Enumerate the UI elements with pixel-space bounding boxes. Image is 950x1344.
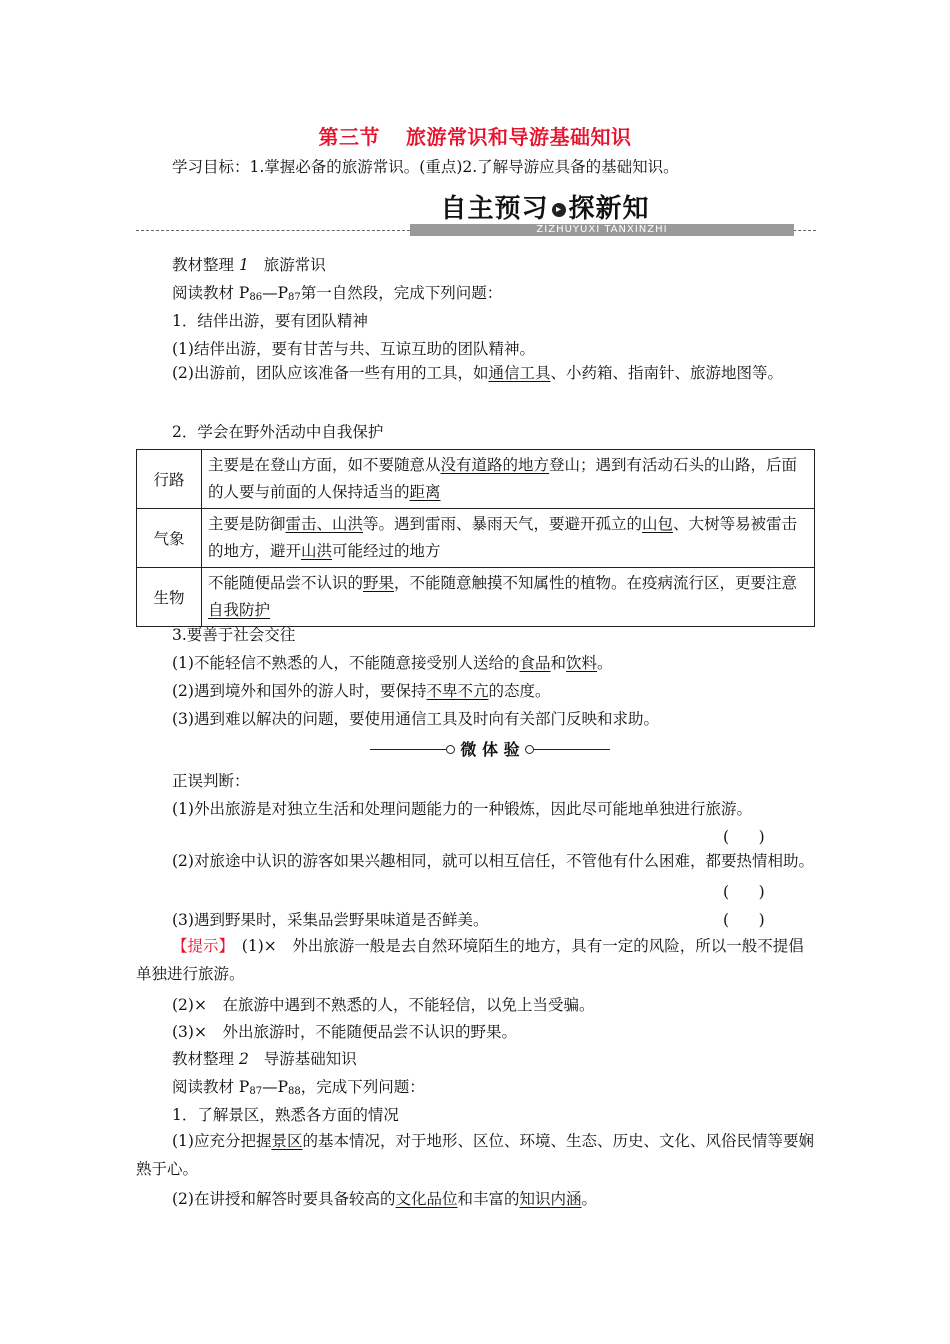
answer-3: (3)× 外出旅游时，不能随便品尝不认识的野果。 (172, 1023, 517, 1041)
section2-reading: 阅读教材 $P_{87}—P_{88}$，完成下列问题： (172, 1078, 425, 1097)
table-row-label: 行路 (137, 450, 202, 509)
banner-title-left: 自主预习 (440, 194, 549, 224)
banner-title-right: 探新知 (568, 194, 650, 224)
table-row (137, 568, 815, 627)
item-1-2: (2)出游前，团队应该准备一些有用的工具，如通信工具、小药箱、指南针、旅游地图等。 (172, 364, 783, 382)
s2-item-1-heading: 1．了解景区，熟悉各方面的情况 (172, 1106, 399, 1124)
self-protection-table (136, 449, 815, 627)
section-banner (136, 190, 816, 240)
section1-heading-label: 教材整理 (172, 256, 235, 274)
page-title (0, 121, 950, 150)
banner-dash-left (136, 230, 410, 231)
table-row-label: 气象 (137, 509, 202, 568)
table-row (137, 450, 815, 509)
title-section-number: 第三节 (318, 125, 380, 149)
item-3-heading: 3.要善于社会交往 (172, 626, 296, 644)
question-3: (3)遇到野果时，采集品尝野果味道是否鲜美。 (172, 911, 489, 929)
item-3-2: (2)遇到境外和国外的游人时，要保持不卑不亢的态度。 (172, 682, 551, 700)
arrow-icon: ▸ (552, 203, 566, 217)
section1-heading-number: 1 (238, 256, 249, 274)
answer-blank-2[interactable]: ( ) (723, 883, 765, 901)
answer-2: (2)× 在旅游中遇到不熟悉的人，不能轻信，以免上当受骗。 (172, 996, 595, 1014)
item-1-heading: 1．结伴出游，要有团队精神 (172, 312, 368, 330)
divider-circle-right (525, 745, 534, 754)
item-3-3: (3)遇到难以解决的问题，要使用通信工具及时向有关部门反映和求助。 (172, 710, 659, 728)
section2-heading-number: 2 (238, 1050, 249, 1068)
answer-1: 【提示】 (1)× 外出旅游一般是去自然环境陌生的地方，具有一定的风险，所以一般不提倡单独进行旅游。 (136, 937, 804, 983)
s2-item-1-1: (1)应充分把握景区的基本情况，对于地形、区位、环境、生态、历史、文化、风俗民情等要娴熟于心。 (136, 1132, 814, 1178)
table-row-label: 生物 (137, 568, 202, 627)
table-row-content: 主要是在登山方面，如不要随意从没有道路的地方登山；遇到有活动石头的山路，后面的人要与前面的人保持适当的距离 (202, 450, 815, 509)
table-row-content: 不能随便品尝不认识的野果，不能随意触摸不知属性的植物。在疫病流行区，更要注意自我防护 (202, 568, 815, 627)
table-row-content: 主要是防御雷击、山洪等。遇到雷雨、暴雨天气，要避开孤立的山包、大树等易被雷击的地方，避开山洪可能经过的地方 (202, 509, 815, 568)
hint-label: 【提示】 (172, 937, 227, 955)
banner-subtitle: ZIZHUYUXI TANXINZHI (410, 224, 794, 236)
title-text: 旅游常识和导游基础知识 (406, 125, 632, 149)
s2-item-1-2: (2)在讲授和解答时要具备较高的文化品位和丰富的知识内涵。 (172, 1190, 598, 1208)
section1-heading (172, 254, 326, 276)
learning-objectives: 学习目标：1.掌握必备的旅游常识。(重点)2.了解导游应具备的基础知识。 (172, 158, 679, 176)
table-row (137, 509, 815, 568)
micro-experience-divider (370, 738, 610, 762)
divider-circle-left (446, 745, 455, 754)
divider-line-right (534, 749, 610, 750)
item-3-1: (1)不能轻信不熟悉的人，不能随意接受别人送给的食品和饮料。 (172, 654, 613, 672)
divider-line-left (370, 749, 446, 750)
question-1: (1)外出旅游是对独立生活和处理问题能力的一种锻炼，因此尽可能地单独进行旅游。 (172, 800, 752, 818)
item-1-1: (1)结伴出游，要有甘苦与共、互谅互助的团队精神。 (172, 340, 535, 358)
section1-reading: 阅读教材 $P_{86}—P_{87}$第一自然段，完成下列问题： (172, 284, 503, 303)
item-2-heading: 2．学会在野外活动中自我保护 (172, 423, 384, 441)
micro-experience-title: 微 体 验 (460, 740, 520, 759)
answer-blank-1[interactable]: ( ) (723, 828, 765, 846)
section1-heading-topic: 旅游常识 (263, 256, 326, 274)
section2-heading (172, 1048, 357, 1070)
judgment-label: 正误判断： (172, 772, 250, 790)
section2-heading-topic: 导游基础知识 (263, 1050, 357, 1068)
banner-title (410, 190, 680, 228)
answer-blank-3[interactable]: ( ) (723, 911, 765, 929)
question-2: (2)对旅途中认识的游客如果兴趣相同，就可以相互信任，不管他有什么困难，都要热情相助。 (172, 852, 814, 870)
section2-heading-label: 教材整理 (172, 1050, 235, 1068)
